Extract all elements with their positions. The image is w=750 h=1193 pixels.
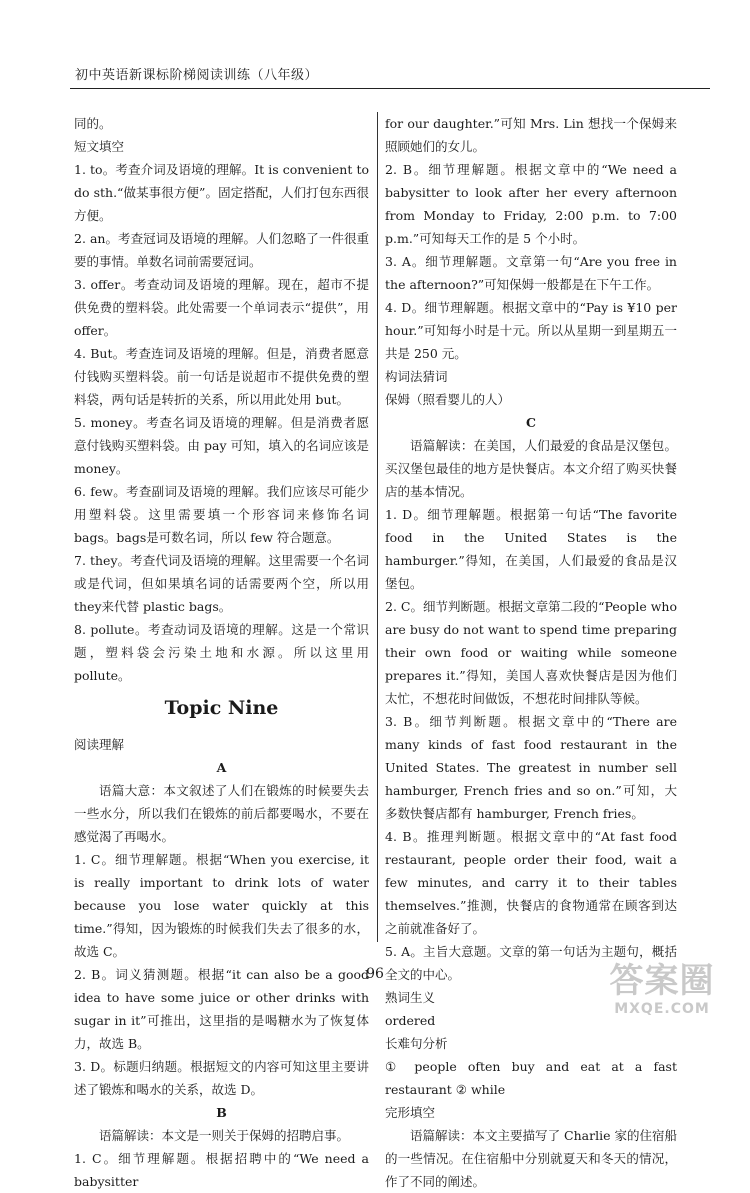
- paragraph: 8. pollute。考查动词及语境的理解。这是一个常识题，塑料袋会污染土地和水源。所以这里用 pollute。: [74, 622, 369, 683]
- paragraph: 3. B。细节判断题。根据文章中的“There are many kinds of fast food restaurant in the United States. The greatest in number sell hamburger, French fries and so on.”可知，大多数快餐店都有 hamburger, French fries。: [385, 714, 677, 821]
- paragraph: 熟词生义: [385, 990, 436, 1005]
- paragraph: 长难句分析: [385, 1036, 448, 1051]
- passage-label: A: [216, 760, 227, 775]
- paragraph: for our daughter.”可知 Mrs. Lin 想找一个保姆来照顾她们的女儿。: [385, 116, 677, 154]
- passage-label: B: [216, 1105, 227, 1120]
- paragraph: 1. C。细节理解题。根据“When you exercise, it is really important to drink lots of water because you lose water quickly at this time.”得知，因为锻炼的时候我们失去了很多的水，故选 C。: [74, 852, 369, 959]
- paragraph: 1. C。细节理解题。根据招聘中的“We need a babysitter: [74, 1151, 369, 1189]
- paragraph: 3. offer。考查动词及语境的理解。现在，超市不提供免费的塑料袋。此处需要一个单词表示“提供”，用 offer。: [74, 277, 369, 338]
- header-rule: [70, 88, 710, 89]
- paragraph: 短文填空: [74, 139, 125, 154]
- paragraph: 4. But。考查连词及语境的理解。但是，消费者愿意付钱购买塑料袋。前一句话是说超市不提供免费的塑料袋，两句话是转折的关系，所以用此处用 but。: [74, 346, 369, 407]
- paragraph: ordered: [385, 1013, 436, 1028]
- watermark-url: MXQE.COM: [614, 1001, 710, 1017]
- watermark: [596, 962, 728, 1022]
- paragraph: 5. A。主旨大意题。文章的第一句话为主题句，概括全文的中心。: [385, 944, 677, 982]
- paragraph: 语篇解读：本文是一则关于保姆的招聘启事。: [99, 1128, 350, 1143]
- paragraph: 3. D。标题归纳题。根据短文的内容可知这里主要讲述了锻炼和喝水的关系，故选 D。: [74, 1059, 369, 1097]
- paragraph: 构词法猜词: [385, 369, 448, 384]
- paragraph: 4. B。推理判断题。根据文章中的“At fast food restaurant, people order their food, wait a few minutes, and carry it to their tables themselves.”推测，快餐店的食物通常在顾客到达之前就准备好了。: [385, 829, 677, 936]
- paragraph: 2. an。考查冠词及语境的理解。人们忽略了一件很重要的事情。单数名词前需要冠词。: [74, 231, 369, 269]
- passage-label: C: [526, 415, 536, 430]
- paragraph: ① people often buy and eat at a fast restaurant ② while: [385, 1059, 677, 1097]
- paragraph: 语篇解读：本文主要描写了 Charlie 家的住宿船的一些情况。在住宿船中分别就夏天和冬天的情况，作了不同的阐述。: [385, 1128, 677, 1189]
- paragraph: 语篇大意：本文叙述了人们在锻炼的时候要失去一些水分，所以我们在锻炼的前后都要喝水，不要在感觉渴了再喝水。: [74, 783, 369, 844]
- paragraph: 1. to。考查介词及语境的理解。It is convenient to do sth.“做某事很方便”。固定搭配，人们打包东西很方便。: [74, 162, 369, 223]
- paragraph: 4. D。细节理解题。根据文章中的“Pay is ¥10 per hour.”可知每小时是十元。所以从星期一到星期五一共是 250 元。: [385, 300, 677, 361]
- paragraph: 2. B。细节理解题。根据文章中的“We need a babysitter to look after her every afternoon from Monday to Friday, 2:00 p.m. to 7:00 p.m.”可知每天工作的是 5 个小时。: [385, 162, 677, 246]
- paragraph: 同的。: [74, 116, 112, 131]
- paragraph: 5. money。考查名词及语境的理解。但是消费者愿意付钱购买塑料袋。由 pay 可知，填入的名词应该是 money。: [74, 415, 369, 476]
- paragraph: 语篇解读：在美国，人们最爱的食品是汉堡包。买汉堡包最佳的地方是快餐店。本文介绍了购买快餐店的基本情况。: [385, 438, 677, 499]
- paragraph: 保姆（照看婴儿的人）: [385, 392, 511, 407]
- column-divider: [377, 112, 378, 942]
- paragraph: 1. D。细节理解题。根据第一句话“The favorite food in the United States is the hamburger.”得知，在美国，人们最爱的食品是汉堡包。: [385, 507, 677, 591]
- watermark-logo: 答案圈: [609, 961, 715, 1001]
- paragraph: 3. A。细节理解题。文章第一句“Are you free in the afternoon?”可知保姆一般都是在下午工作。: [385, 254, 677, 292]
- running-header: 初中英语新课标阶梯阅读训练（八年级）: [75, 68, 319, 83]
- page-number: 96: [366, 966, 384, 982]
- paragraph: 2. B。词义猜测题。根据“it can also be a good idea to have some juice or other drinks with sugar in it”可推出，这里指的是喝糖水为了恢复体力，故选 B。: [74, 967, 369, 1051]
- paragraph: 完形填空: [385, 1105, 436, 1120]
- paragraph: 2. C。细节判断题。根据文章第二段的“People who are busy do not want to spend time preparing their own food or waiting while someone prepares it.”得知，美国人喜欢快餐店是因为他们太忙，不想花时间做饭，不想花时间排队等候。: [385, 599, 677, 706]
- paragraph: 阅读理解: [74, 737, 125, 752]
- paragraph: 7. they。考查代词及语境的理解。这里需要一个名词或是代词，但如果填名词的话需要两个空，所以用 they来代替 plastic bags。: [74, 553, 369, 614]
- paragraph: 6. few。考查副词及语境的理解。我们应该尽可能少用塑料袋。这里需要填一个形容词来修饰名词 bags。bags是可数名词，所以 few 符合题意。: [74, 484, 369, 545]
- section-title: Topic Nine: [164, 697, 279, 719]
